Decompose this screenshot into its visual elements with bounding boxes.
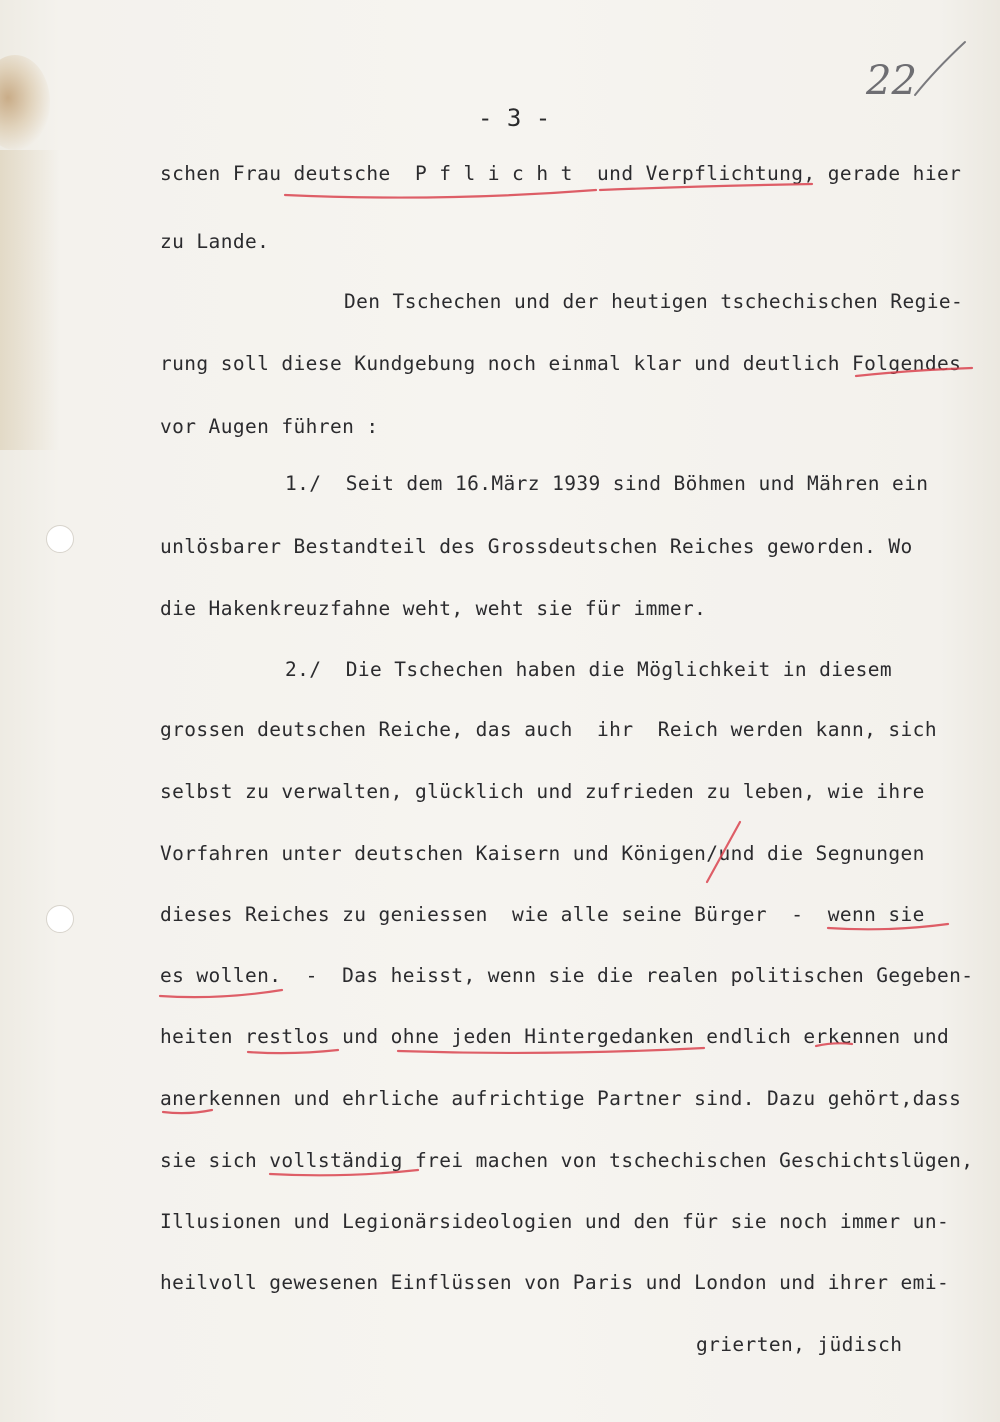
water-stain bbox=[0, 55, 50, 150]
text-line: es wollen. - Das heisst, wenn sie die realen politischen Gegeben- bbox=[160, 964, 974, 987]
text-line: unlösbarer Bestandteil des Grossdeutschen Reiches geworden. Wo bbox=[160, 535, 913, 558]
text-line: vor Augen führen : bbox=[160, 415, 379, 438]
text-line: zu Lande. bbox=[160, 230, 270, 253]
punch-hole-lower bbox=[46, 905, 74, 933]
text-line: Vorfahren unter deutschen Kaisern und Königen/und die Segnungen bbox=[160, 842, 925, 865]
underline-restlos bbox=[248, 1050, 338, 1053]
text-line: rung soll diese Kundgebung noch einmal klar und deutlich Folgendes bbox=[160, 352, 962, 375]
text-line: schen Frau deutsche P f l i c h t und Verpflichtung, gerade hier bbox=[160, 162, 962, 185]
text-line: selbst zu verwalten, glücklich und zufrieden zu leben, wie ihre bbox=[160, 780, 925, 803]
text-line: dieses Reiches zu geniessen wie alle seine Bürger - wenn sie bbox=[160, 903, 925, 926]
text-line: anerkennen und ehrliche aufrichtige Partner sind. Dazu gehört,dass bbox=[160, 1087, 962, 1110]
text-line: heilvoll gewesenen Einflüssen von Paris und London und ihrer emi- bbox=[160, 1271, 950, 1294]
text-line: sie sich vollständig frei machen von tschechischen Geschichtslügen, bbox=[160, 1149, 974, 1172]
text-line: Illusionen und Legionärsideologien und den für sie noch immer un- bbox=[160, 1210, 950, 1233]
text-line: grierten, jüdisch bbox=[696, 1333, 903, 1356]
text-line: grossen deutschen Reiche, das auch ihr Reich werden kann, sich bbox=[160, 718, 937, 741]
folio-check-mark bbox=[915, 42, 965, 95]
edge-discoloration bbox=[0, 150, 60, 450]
text-line: die Hakenkreuzfahne weht, weht sie für immer. bbox=[160, 597, 707, 620]
text-line: Den Tschechen und der heutigen tschechischen Regie- bbox=[344, 290, 964, 313]
text-line: 1./ Seit dem 16.März 1939 sind Böhmen und Mähren ein bbox=[285, 472, 929, 495]
text-line: heiten restlos und ohne jeden Hintergedanken endlich erkennen und bbox=[160, 1025, 950, 1048]
page-number: - 3 - bbox=[478, 104, 551, 132]
underline-anerkennen bbox=[163, 1110, 212, 1113]
text-line: 2./ Die Tschechen haben die Möglichkeit in diesem bbox=[285, 658, 892, 681]
handwritten-folio-number: 22 bbox=[866, 58, 917, 104]
underline-ohne-jeden bbox=[398, 1048, 704, 1053]
punch-hole-upper bbox=[46, 525, 74, 553]
underline-deutsche-pflicht bbox=[285, 190, 596, 198]
underline-es-wollen bbox=[160, 990, 282, 997]
